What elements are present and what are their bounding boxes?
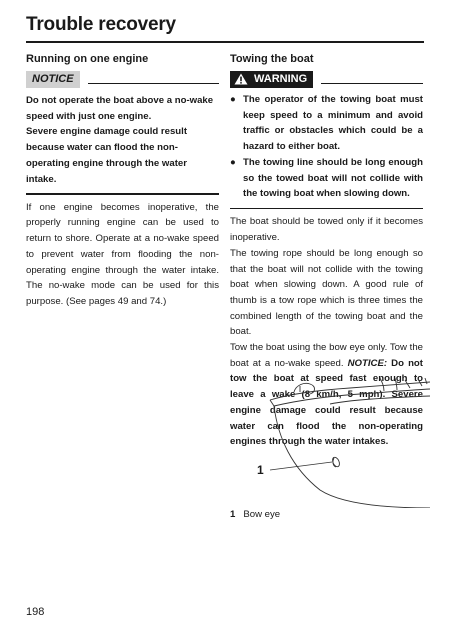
- notice-line: Do not operate the boat above a no-wake speed with just one engine.: [26, 95, 214, 122]
- bow-eye-illustration: [230, 378, 430, 508]
- page-number: 198: [26, 606, 45, 618]
- section-title-one-engine: Running on one engine: [26, 53, 149, 65]
- notice-bottom-rule: [26, 193, 219, 195]
- caption-number: 1: [230, 509, 236, 520]
- notice-line: Severe engine damage could result because water can flood the non-operating engine through the water intake.: [26, 126, 188, 185]
- warning-rule: [321, 83, 423, 85]
- notice-text: [26, 93, 219, 187]
- warning-triangle-icon: [234, 73, 248, 85]
- figure-caption: [230, 509, 280, 520]
- warning-label-text: WARNING: [254, 72, 308, 85]
- callout-number: 1: [257, 463, 264, 477]
- left-column: [26, 52, 219, 310]
- paragraph: The towing rope should be long enough so that the boat will not collide with the towing boat when slowing down. A good rule of thumb is a tow rope which is three times the combined length of the towing boat and the boat.: [230, 247, 423, 338]
- page-title: Trouble recovery: [26, 14, 176, 35]
- warning-label: [230, 71, 313, 88]
- bullet-icon: ●: [230, 156, 236, 168]
- title-rule: [26, 41, 424, 43]
- list-item: [230, 155, 423, 202]
- list-item-text: The towing line should be long enough so the towed boat will not collide with the towing boat when slowing down.: [243, 156, 423, 200]
- notice-label: NOTICE: [26, 71, 80, 88]
- bullet-icon: ●: [230, 94, 236, 105]
- inline-notice-text: Do not tow the boat at speed fast enough to leave a wake (8 km/h, 5 mph). Severe engine damage could result because water can flood the non-operating engines through the water intakes.: [230, 357, 423, 448]
- paragraph: If one engine becomes inoperative, the properly running engine can be used to return to shore. Operate at a no-wake speed to prevent water from flooding the non-operating engine through the water intake. The no-wake mode can be used for this purpose. (See pages 49 and 74.): [26, 201, 219, 307]
- notice-rule: [88, 83, 219, 85]
- inline-notice-label: NOTICE:: [347, 357, 388, 369]
- notice-header: [26, 70, 219, 88]
- paragraph-text: Tow the boat using the bow eye only. Tow the boat at a no-wake speed.: [230, 342, 423, 369]
- paragraph: The boat should be towed only if it becomes inoperative.: [230, 216, 423, 244]
- list-item: [230, 92, 423, 155]
- body-text: [26, 200, 219, 310]
- warning-header: [230, 70, 423, 88]
- list-item-text: The operator of the towing boat must keep speed to a minimum and avoid traffic or obstacles which could be a hazard to either boat.: [243, 94, 423, 153]
- callout-leader-line: [270, 462, 332, 470]
- section-title-towing: Towing the boat: [230, 53, 314, 65]
- warning-bottom-rule: [230, 208, 423, 210]
- warning-list: [230, 92, 423, 202]
- caption-text: Bow eye: [243, 509, 281, 520]
